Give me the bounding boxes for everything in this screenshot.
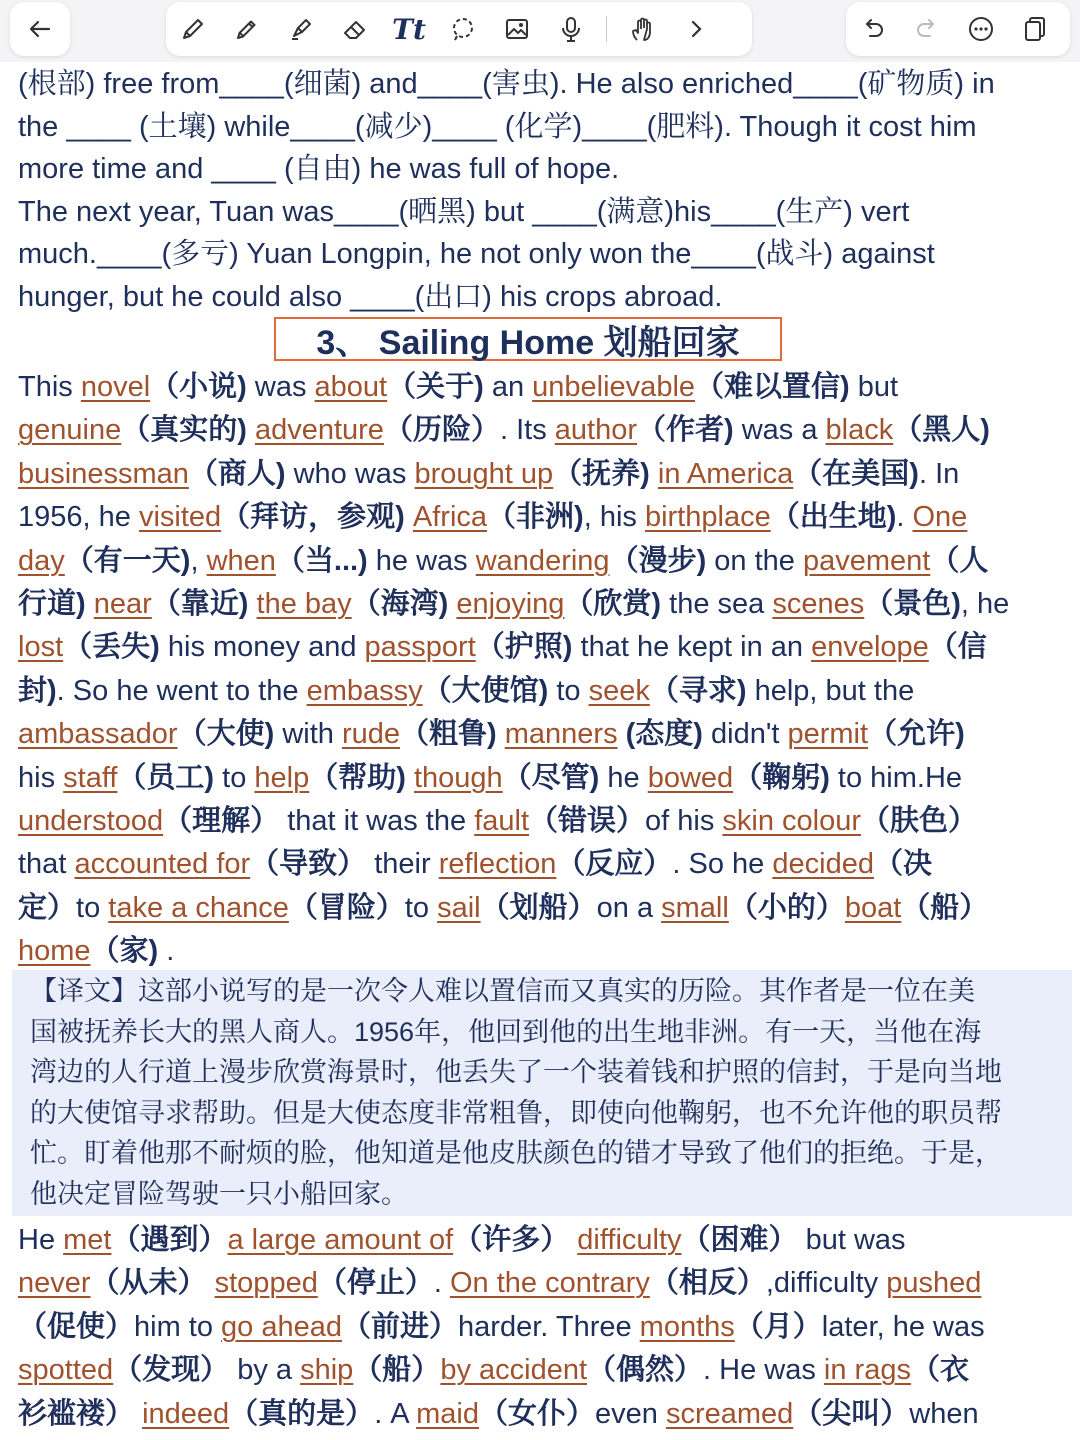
vocab-word: ship [300,1354,354,1387]
passage-line [18,714,965,754]
intro-line: (根部) free from____(细菌) and____(害虫). He also enriched____(矿物质) in [18,68,995,100]
vocab-word: black [825,414,894,447]
chinese-gloss: （从未） [90,1267,207,1300]
vocab-word: difficulty [577,1224,682,1256]
vocab-word: visited [138,501,222,534]
vocab-word: permit [787,718,869,751]
passage-text: harder. Three [458,1310,640,1343]
vocab-word: go ahead [221,1310,343,1343]
chinese-gloss: （帮助) [309,761,406,794]
passage-text: . A [374,1397,417,1430]
passage-text: on a [596,891,662,924]
passage-text: but [849,371,899,403]
chinese-gloss: （尽管) [502,761,600,794]
continuation-line [18,1394,979,1434]
vocab-word: met [63,1224,112,1256]
chinese-gloss: （允许) [868,718,965,751]
chinese-gloss: （反应） [556,848,673,881]
chinese-gloss: （景色) [864,588,961,620]
chinese-gloss: （海湾) [351,588,449,620]
vocab-word: when [206,544,276,577]
vocab-word: understood [18,805,164,837]
chinese-gloss: 行道) [18,588,86,620]
translation-line: 忙。盯着他那不耐烦的脸，他知道是他皮肤颜色的错才导致了他们的拒绝。于是， [30,1138,1002,1168]
chinese-gloss: （鞠躬) [733,761,830,794]
vocab-word: fault [474,805,530,837]
passage-text [134,1398,142,1430]
chinese-gloss: （拜访，参观) [221,501,405,534]
passage-text: to [548,674,589,707]
passage-text [405,501,413,533]
pen-icon[interactable] [166,2,220,56]
passage-text: when [909,1397,979,1430]
chinese-gloss: （有一天) [64,544,191,577]
chinese-gloss: （真实的) [121,414,247,447]
chinese-gloss: （困难） [681,1224,798,1256]
vocab-word: help [254,761,310,794]
vocab-word: On the contrary [449,1267,650,1300]
chinese-gloss: （欣赏) [564,588,662,620]
passage-text: to [404,891,438,924]
passage-text: that it was the [279,805,475,837]
back-arrow-icon[interactable] [13,2,67,56]
pencil-icon[interactable] [220,2,274,56]
passage-text: . So he [672,848,773,881]
vocab-word: in rags [823,1354,911,1387]
toolbar-right-group [846,2,1070,56]
hand-gesture-icon[interactable] [615,2,669,56]
vocab-word: never [18,1267,91,1300]
chinese-gloss: (态度) [617,718,703,751]
vocab-word: envelope [811,631,929,664]
translation-line: 他决定冒险驾驶一只小船回家。 [30,1178,408,1209]
passage-text: . So he went to the [56,674,307,707]
passage-text: by a [229,1354,301,1387]
passage-line [18,454,959,494]
vocab-word: decided [772,848,874,881]
vocab-word: spotted [18,1354,114,1387]
translation-line: 湾边的人行道上漫步欣赏海景时，他丢失了一个装着钱和护照的信封，于是向当地 [30,1057,1002,1087]
chinese-gloss: （信 [928,631,987,664]
passage-text: on the [706,544,803,577]
passage-text [497,718,505,750]
vocab-word: accounted for [74,848,251,881]
passage-line [18,367,898,407]
chinese-gloss: （发现） [113,1354,230,1387]
chinese-gloss: 衫褴褛） [18,1397,135,1430]
vocab-word: day [18,544,65,577]
intro-line: The next year, Tuan was____(晒黑) but ____(满意)his____(生产) vert [18,195,910,228]
chevron-right-icon[interactable] [669,2,723,56]
translation-box [12,970,1072,1216]
passage-text: . In [918,457,960,490]
passage-text: the sea [661,588,773,620]
chinese-gloss: （划船） [480,891,597,924]
vocab-word: birthplace [644,501,771,534]
passage-text: an [483,371,533,403]
chinese-gloss: （决 [873,848,932,881]
vocab-word: author [554,414,637,447]
text-tool-icon[interactable] [382,2,436,56]
passage-text: that [18,848,75,881]
passage-text: didn't [702,718,788,751]
passage-text: to [76,891,109,924]
chinese-gloss: （家) [90,935,159,968]
vocab-word: the bay [256,588,352,620]
continuation-line [18,1307,985,1347]
chinese-gloss: （真的是） [229,1397,375,1430]
intro-line: more time and ____ (自由) he was full of hope. [18,153,620,186]
passage-text: he was [367,544,476,577]
passage-text: him to [134,1310,222,1343]
passage-text: to him.He [829,761,963,794]
toolbar-tools-group [166,2,752,56]
passage-text: with [274,718,342,751]
toolbar-separator [606,16,607,42]
vocab-word: unbelievable [532,371,696,403]
vocab-word: Africa [412,501,488,534]
vocab-word: though [413,761,503,794]
chinese-gloss: （丢失) [63,631,160,664]
chinese-gloss: （黑人) [893,414,990,447]
chinese-gloss: （粗鲁) [400,718,497,751]
vocab-word: indeed [142,1397,230,1430]
vocab-word: in America [657,457,794,490]
passage-line [18,497,967,537]
vocab-word: sail [437,891,481,924]
chinese-gloss: （大使馆) [422,674,549,707]
lasso-icon[interactable] [436,2,490,56]
chinese-gloss: （护照) [475,631,573,664]
pages-icon[interactable] [1008,2,1062,56]
chinese-gloss: （偶然） [587,1354,704,1387]
passage-text: , his [583,501,645,534]
chinese-gloss: （船） [901,891,989,924]
chinese-gloss: （非洲) [487,501,584,534]
passage-text: his money and [159,631,365,664]
passage-text: but was [797,1224,906,1256]
translation-line: 的大使馆寻求帮助。但是大使态度非常粗鲁，即使向他鞠躬，也不允许他的职员帮 [30,1097,1002,1128]
passage-line [18,758,962,798]
passage-text: even [594,1397,666,1430]
passage-text: help, but the [746,674,915,707]
passage-line [18,844,932,884]
vocab-word: lost [18,631,64,664]
vocab-word: skin colour [722,805,862,837]
vocab-word: take a chance [108,891,289,924]
chinese-gloss: （出生地) [770,501,897,534]
vocab-word: reflection [438,848,557,881]
vocab-word: businessman [18,457,189,490]
passage-text: , [190,544,207,577]
passage-text: . [158,935,175,968]
chinese-gloss: 定） [18,891,77,924]
chinese-gloss: （寻求) [649,674,747,707]
passage-text: of his [645,805,723,837]
passage-text [650,458,658,490]
chinese-gloss: （漫步) [609,544,707,577]
vocab-word: brought up [414,457,554,490]
passage-text: his [18,761,64,794]
translation-line: 【译文】这部小说写的是一次令人难以置信而又真实的历险。其作者是一位在美 [30,976,975,1006]
text-tool-label: Tt [392,12,426,46]
vocab-word: small [661,891,729,924]
chinese-gloss: （历险） [383,414,500,447]
vocab-word: stopped [214,1267,318,1300]
passage-text: was [246,371,315,403]
vocab-word: a large amount of [227,1224,454,1256]
translation-line: 国被抚养长大的黑人商人。1956年，他回到他的出生地非洲。有一天，当他在海 [30,1016,982,1047]
vocab-word: One [912,501,968,534]
passage-text: 1956, he [18,501,139,534]
passage-text [247,414,255,446]
chinese-gloss: （理解） [163,805,280,837]
chinese-gloss: （抚养) [553,457,650,490]
toolbar [0,0,1080,62]
vocab-word: passport [364,631,476,664]
chinese-gloss: （错误） [529,805,646,837]
chinese-gloss: （女仆） [478,1397,595,1430]
chinese-gloss: （在美国) [793,457,919,490]
passage-text: who was [285,457,415,490]
chinese-gloss: （前进） [342,1310,459,1343]
chinese-gloss: （当...) [275,544,368,577]
vocab-word: rude [341,718,400,751]
section-heading: 3、 Sailing Home 划船回家 [274,317,782,361]
chinese-gloss: （尖叫） [793,1397,910,1430]
vocab-word: months [639,1310,735,1343]
chinese-gloss: （冒险） [288,891,405,924]
vocab-word: staff [63,761,118,794]
vocab-word: pushed [886,1267,982,1300]
passage-text: . [433,1267,450,1300]
chinese-gloss: （肤色） [861,805,978,837]
chinese-gloss: （员工) [117,761,215,794]
chinese-gloss: （人 [930,544,989,577]
undo-icon[interactable] [846,2,900,56]
passage-line [18,801,977,841]
passage-text: He [18,1224,64,1256]
chinese-gloss: （相反） [649,1267,766,1300]
continuation-line [18,1350,969,1390]
chinese-gloss: （停止） [317,1267,434,1300]
vocab-word: by accident [440,1354,588,1387]
vocab-word: embassy [306,674,423,707]
vocab-word: home [18,935,91,968]
redo-icon[interactable] [900,2,954,56]
vocab-word: screamed [665,1397,794,1430]
chinese-gloss: （衣 [910,1354,969,1387]
passage-text: to [214,761,255,794]
vocab-word: near [93,588,152,620]
intro-line: the ____ (土壤) while____(减少)____ (化学)____(肥料). Though it cost him [18,110,977,143]
passage-line [18,627,987,667]
image-icon[interactable] [490,2,544,56]
chinese-gloss: （关于) [387,371,484,403]
chinese-gloss: （大使) [177,718,275,751]
passage-text [406,762,414,794]
chinese-gloss: （月） [734,1310,822,1343]
passage-text: . Its [499,414,555,447]
passage-text [207,1267,215,1299]
passage-text: he [599,761,648,794]
vocab-word: wandering [475,544,610,577]
chinese-gloss: （小的） [728,891,845,924]
passage-text: ,difficulty [765,1267,887,1300]
toolbar-left-group [10,2,70,56]
passage-text [86,588,94,620]
chinese-gloss: （靠近) [151,588,249,620]
passage-text: later, he was [821,1310,985,1343]
chinese-gloss: （许多） [453,1224,570,1256]
passage-text: was a [733,414,826,447]
passage-line [18,584,1009,624]
passage-line [18,541,988,581]
vocab-word: manners [504,718,618,751]
intro-line: hunger, but he could also ____(出口) his crops abroad. [18,281,723,313]
intro-line: much.____(多亏) Yuan Longpin, he not only won the____(战斗) against [18,238,935,271]
chinese-gloss: 封) [18,674,57,707]
vocab-word: seek [588,674,650,707]
chinese-gloss: （船） [353,1354,441,1387]
vocab-word: novel [80,371,151,403]
eraser-icon[interactable] [328,2,382,56]
vocab-word: ambassador [18,718,178,751]
chinese-gloss: （导致） [250,848,367,881]
passage-text: This [18,371,81,403]
passage-text: , he [960,588,1010,620]
vocab-word: genuine [18,414,122,447]
vocab-word: boat [844,891,902,924]
passage-text: that he kept in an [572,631,812,664]
passage-line [18,931,174,971]
microphone-icon[interactable] [544,2,598,56]
vocab-word: about [314,371,388,403]
chinese-gloss: （商人) [188,457,286,490]
continuation-line [18,1220,906,1260]
continuation-line [18,1263,981,1303]
vocab-word: bowed [647,761,734,794]
vocab-word: scenes [772,588,865,620]
passage-line [18,888,988,928]
passage-text: . He was [703,1354,824,1387]
chinese-gloss: （促使） [18,1310,135,1343]
passage-text: . [896,501,913,534]
vocab-word: pavement [802,544,931,577]
chinese-gloss: （小说) [150,371,247,403]
vocab-word: adventure [254,414,384,447]
passage-text: their [366,848,439,881]
highlighter-icon[interactable] [274,2,328,56]
vocab-word: maid [416,1397,479,1430]
chinese-gloss: （难以置信) [695,371,850,403]
chinese-gloss: （作者) [637,414,734,447]
more-icon[interactable] [954,2,1008,56]
passage-text [248,588,256,620]
chinese-gloss: （遇到） [111,1224,228,1256]
passage-line [18,410,990,450]
passage-line [18,671,914,711]
vocab-word: enjoying [456,588,565,620]
